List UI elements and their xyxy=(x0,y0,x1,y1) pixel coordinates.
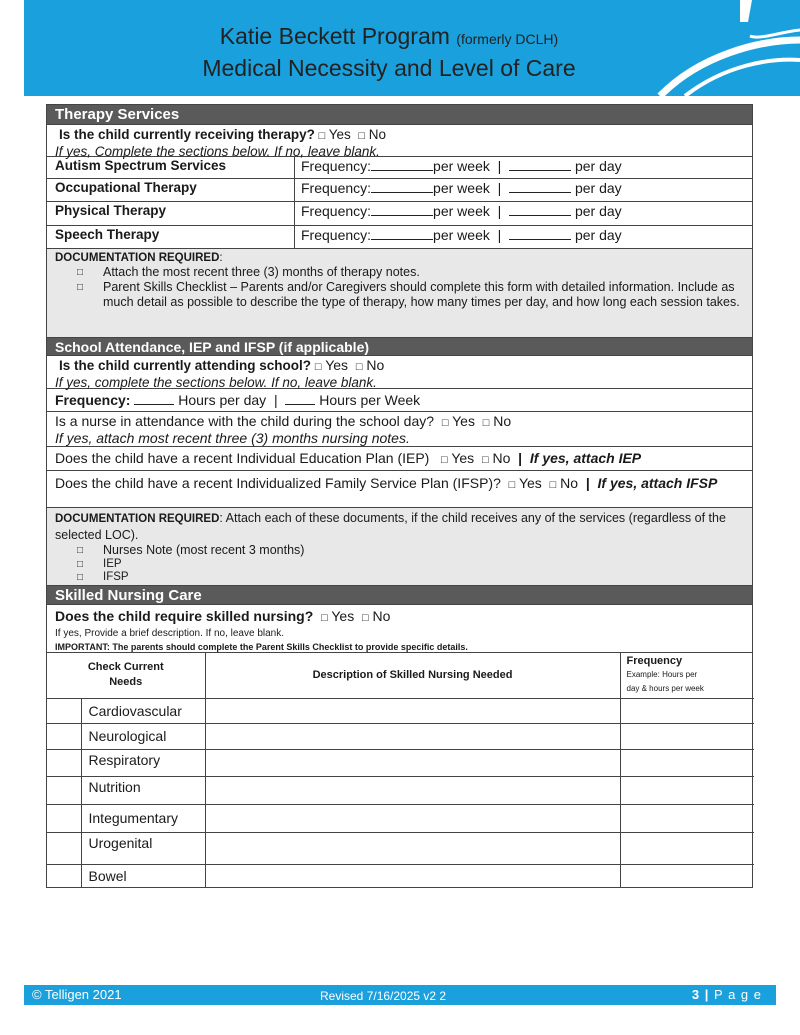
need-frequency-cell[interactable] xyxy=(620,723,754,749)
iep-yes-checkbox[interactable]: □ xyxy=(441,454,448,466)
need-checkbox[interactable] xyxy=(47,698,81,723)
table-row xyxy=(47,723,754,749)
need-label: Bowel xyxy=(81,864,205,887)
nursing-no-checkbox[interactable]: □ xyxy=(361,612,369,624)
need-description-cell[interactable] xyxy=(205,723,620,749)
form-title: Medical Necessity and Level of Care xyxy=(202,55,576,81)
need-label: Urogenital xyxy=(81,832,205,864)
need-frequency-cell[interactable] xyxy=(620,832,754,864)
need-label: Cardiovascular xyxy=(81,698,205,723)
per-day-field[interactable] xyxy=(509,159,571,171)
nursing-needs-table xyxy=(47,653,754,887)
table-row xyxy=(47,832,754,864)
therapy-yes-label: Yes xyxy=(328,127,351,142)
ifsp-question: Does the child have a recent Individualized Family Service Plan (IFSP)? xyxy=(55,475,501,491)
iep-attach-note: If yes, attach IEP xyxy=(529,450,642,466)
need-description-cell[interactable] xyxy=(205,864,620,887)
page-header xyxy=(24,0,800,96)
therapy-type-label: Occupational Therapy xyxy=(47,179,295,201)
list-item: □ IFSP xyxy=(77,571,129,583)
need-label: Nutrition xyxy=(81,776,205,804)
therapy-row-physical xyxy=(47,202,752,226)
need-description-cell[interactable] xyxy=(205,749,620,776)
nursing-section-heading: Skilled Nursing Care xyxy=(47,586,752,605)
school-question-row: Is the child currently attending school? □ Yes □ No If yes, complete the sections below. If no, leave blank. xyxy=(47,356,752,389)
therapy-row-autism xyxy=(47,157,752,179)
need-description-cell[interactable] xyxy=(205,776,620,804)
iep-no-checkbox[interactable]: □ xyxy=(481,454,489,466)
table-row xyxy=(47,804,754,832)
page-footer xyxy=(24,985,776,1005)
iep-question: Does the child have a recent Individual Education Plan (IEP) xyxy=(55,450,430,466)
therapy-frequency: Frequency: per week | per day xyxy=(301,158,622,174)
therapy-section-heading: Therapy Services xyxy=(47,105,752,125)
need-description-cell[interactable] xyxy=(205,804,620,832)
therapy-type-label: Physical Therapy xyxy=(47,202,295,225)
therapy-frequency: Frequency: per week | per day xyxy=(301,203,622,219)
need-description-cell[interactable] xyxy=(205,832,620,864)
need-checkbox[interactable] xyxy=(47,776,81,804)
col-check-needs: Check Current Needs xyxy=(47,653,205,698)
table-row xyxy=(47,776,754,804)
need-description-cell[interactable] xyxy=(205,698,620,723)
list-item: □ IEP xyxy=(77,558,122,570)
doc-required-title: DOCUMENTATION REQUIRED xyxy=(55,513,220,525)
iep-row: Does the child have a recent Individual Education Plan (IEP) □ Yes □ No | If yes, attach IEP xyxy=(47,447,752,471)
nursing-yes-checkbox[interactable]: □ xyxy=(321,612,328,624)
need-checkbox[interactable] xyxy=(47,832,81,864)
need-checkbox[interactable] xyxy=(47,723,81,749)
per-week-field[interactable] xyxy=(371,228,433,240)
need-frequency-cell[interactable] xyxy=(620,804,754,832)
nursing-question: Does the child require skilled nursing? xyxy=(55,608,314,624)
nurse-yes-checkbox[interactable]: □ xyxy=(441,417,449,429)
need-frequency-cell[interactable] xyxy=(620,776,754,804)
revision-note: Revised 7/16/2025 v2 2 xyxy=(320,989,447,1003)
hours-per-day-field[interactable] xyxy=(134,393,174,405)
need-frequency-cell[interactable] xyxy=(620,698,754,723)
nursing-question-row: Does the child require skilled nursing? □ Yes □ No If yes, Provide a brief description. If no, leave blank. IMPORTANT: The parents should complete the Parent Skills Checklist to provide specific details. xyxy=(47,605,752,653)
therapy-frequency: Frequency: per week | per day xyxy=(301,227,622,243)
medical-necessity-form xyxy=(46,104,753,888)
col-frequency: Frequency Example: Hours per day & hours per week xyxy=(620,653,754,698)
table-row xyxy=(47,749,754,776)
therapy-type-label: Speech Therapy xyxy=(47,226,295,248)
per-day-field[interactable] xyxy=(509,181,571,193)
nurse-no-checkbox[interactable]: □ xyxy=(482,417,490,429)
program-subtitle: (formerly DCLH) xyxy=(456,31,559,47)
therapy-row-occupational xyxy=(47,179,752,202)
list-item: □ Attach the most recent three (3) months of therapy notes. xyxy=(77,265,420,279)
page-number: 3 | P a g e xyxy=(691,987,762,1002)
ifsp-no-checkbox[interactable]: □ xyxy=(549,479,557,491)
per-week-field[interactable] xyxy=(371,181,433,193)
ifsp-attach-note: If yes, attach IFSP xyxy=(597,475,718,491)
therapy-row-speech xyxy=(47,226,752,249)
table-row xyxy=(47,864,754,887)
need-checkbox[interactable] xyxy=(47,749,81,776)
therapy-no-label: No xyxy=(368,127,386,142)
therapy-question: Is the child currently receiving therapy? xyxy=(59,127,315,142)
nurse-attendance-row: Is a nurse in attendance with the child during the school day? □ Yes □ No If yes, attach most recent three (3) months nursing notes. xyxy=(47,412,752,447)
per-week-field[interactable] xyxy=(371,159,433,171)
nursing-important-note: IMPORTANT: The parents should complete the Parent Skills Checklist to provide specific details. xyxy=(55,642,468,652)
need-label: Integumentary xyxy=(81,804,205,832)
table-row xyxy=(47,698,754,723)
therapy-type-label: Autism Spectrum Services xyxy=(47,157,295,178)
school-question: Is the child currently attending school? xyxy=(59,358,312,373)
therapy-documentation: DOCUMENTATION REQUIRED: □ Attach the most recent three (3) months of therapy notes. □ Parent Skills Checklist – Parents and/or Caregivers should complete this form with detailed information. Include as much detail as possible to describe the type of therapy, how many times per day, and how long each session takes. xyxy=(47,249,752,338)
per-day-field[interactable] xyxy=(509,204,571,216)
program-title: Katie Beckett Program xyxy=(219,23,450,49)
telligen-logo-icon xyxy=(640,0,800,96)
need-label: Respiratory xyxy=(81,749,205,776)
list-item: □ Nurses Note (most recent 3 months) xyxy=(77,543,305,557)
need-label: Neurological xyxy=(81,723,205,749)
therapy-no-checkbox[interactable]: □ xyxy=(358,130,365,142)
therapy-frequency: Frequency: per week | per day xyxy=(301,180,622,196)
nurse-question: Is a nurse in attendance with the child during the school day? xyxy=(55,413,435,429)
need-checkbox[interactable] xyxy=(47,804,81,832)
nurse-instruction: If yes, attach most recent three (3) months nursing notes. xyxy=(55,430,410,446)
nursing-instruction: If yes, Provide a brief description. If no, leave blank. xyxy=(55,628,285,639)
need-checkbox[interactable] xyxy=(47,864,81,887)
table-header-row xyxy=(47,653,754,698)
school-documentation: DOCUMENTATION REQUIRED: Attach each of these documents, if the child receives any of the services (regardless of the selected LOC). □ Nurses Note (most recent 3 months) □ IEP □ IFSP xyxy=(47,508,752,586)
school-frequency-row: Frequency: Hours per day | Hours per Week xyxy=(47,389,752,412)
col-description: Description of Skilled Nursing Needed xyxy=(205,653,620,698)
copyright: © Telligen 2021 xyxy=(32,987,122,1002)
ifsp-row: Does the child have a recent Individualized Family Service Plan (IFSP)? □ Yes □ No | If yes, attach IFSP xyxy=(47,471,752,508)
per-day-field[interactable] xyxy=(509,228,571,240)
school-instruction: If yes, complete the sections below. If no, leave blank. xyxy=(55,375,377,390)
hours-per-week-field[interactable] xyxy=(285,393,315,405)
school-no-checkbox[interactable]: □ xyxy=(355,361,363,373)
doc-required-title: DOCUMENTATION REQUIRED xyxy=(55,252,220,264)
therapy-yes-checkbox[interactable]: □ xyxy=(318,130,326,142)
per-week-field[interactable] xyxy=(371,204,433,216)
need-frequency-cell[interactable] xyxy=(620,749,754,776)
therapy-instruction: If yes, Complete the sections below. If no, leave blank. xyxy=(55,144,380,159)
therapy-question-row xyxy=(47,125,752,157)
ifsp-yes-checkbox[interactable]: □ xyxy=(508,479,516,491)
school-yes-checkbox[interactable]: □ xyxy=(314,361,322,373)
list-item: □ Parent Skills Checklist – Parents and/or Caregivers should complete this form with detailed information. Include as much detail as possible to describe the type of therapy, how many times per day, and how long each session takes. xyxy=(77,280,740,309)
need-frequency-cell[interactable] xyxy=(620,864,754,887)
school-section-heading: School Attendance, IEP and IFSP (if applicable) xyxy=(47,338,752,356)
